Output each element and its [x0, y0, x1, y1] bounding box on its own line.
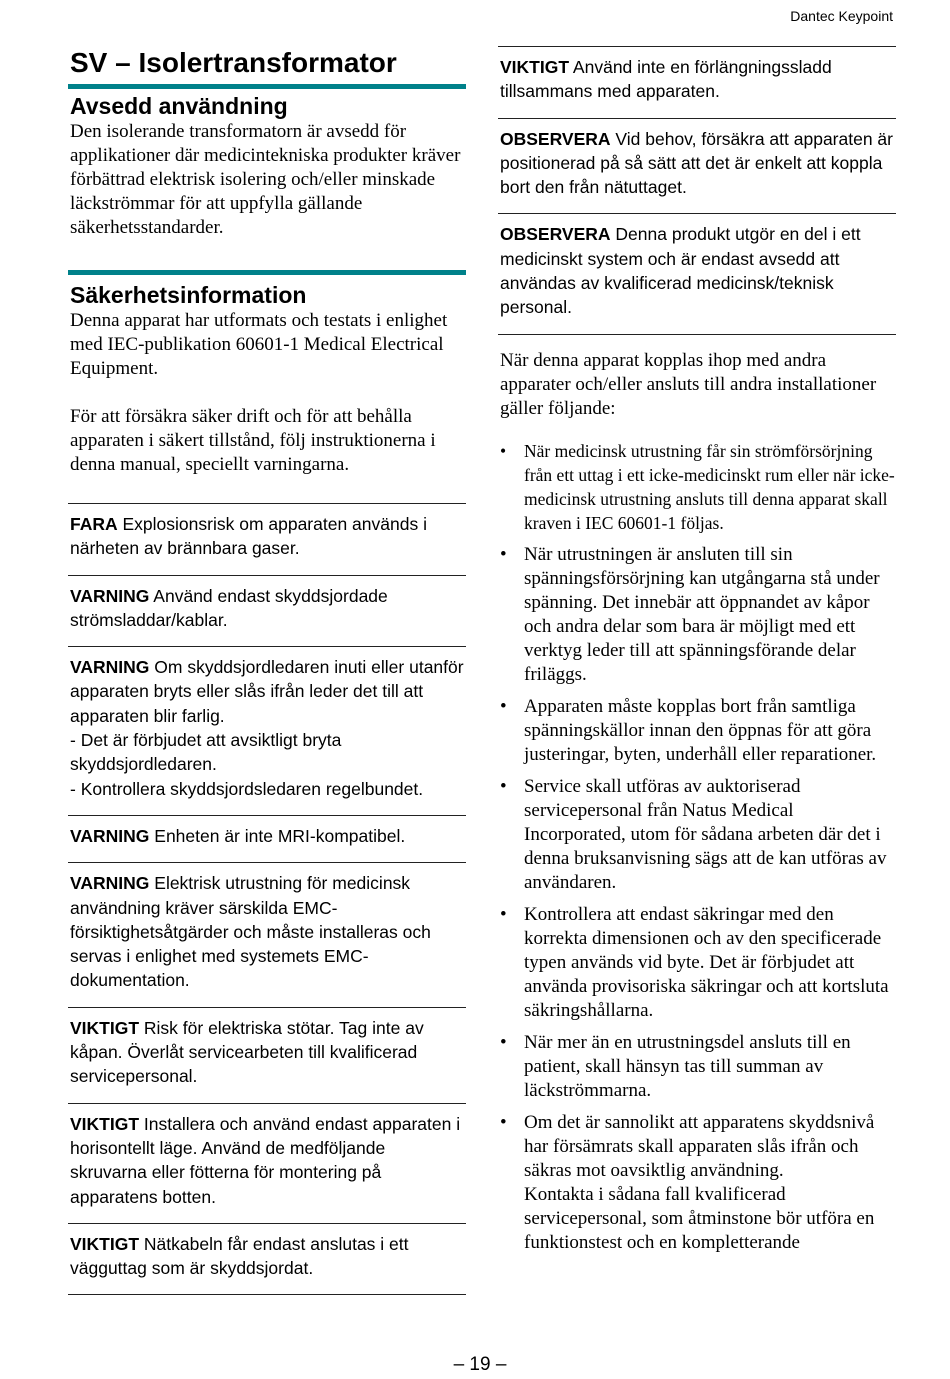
list-item	[498, 1111, 896, 1255]
notice-text: Denna produkt utgör en del i ett medicinskt system och är endast avsedd att användas av kvalificerad medicinsk/teknisk personal.	[500, 224, 861, 318]
list-item	[498, 543, 896, 687]
notice-keyword: OBSERVERA	[500, 128, 611, 149]
list-item-text: Apparaten måste kopplas bort från samtliga spänningskällor innan den öppnas för att göra justeringar, byten, underhåll eller reparationer.	[524, 695, 877, 765]
page-title: SV – Isolertransformator	[70, 47, 397, 78]
notice-keyword: VIKTIGT	[70, 1233, 140, 1254]
list-item	[498, 1031, 896, 1103]
notice-text: Explosionsrisk om apparaten används i närheten av brännbara gaser.	[70, 514, 427, 559]
notice-text: Risk för elektriska stötar. Tag inte av kåpan. Överlåt servicearbeten till kvalificerad servicepersonal.	[70, 1017, 424, 1087]
notice-important	[68, 1223, 466, 1296]
notice-keyword: VARNING	[70, 585, 150, 606]
bullet-icon: •	[500, 903, 507, 925]
list-item-text: Service skall utföras av auktoriserad servicepersonal från Natus Medical Incorporated, utom för sådana arbeten där det i denna bruksanvisning sägs att de kan utföras av användaren.	[524, 775, 887, 893]
notice-note	[498, 213, 896, 334]
notice-important	[68, 1103, 466, 1223]
system-bullet-list	[498, 439, 896, 1255]
list-item-text: När mer än en utrustningsdel ansluts till en patient, skall hänsyn tas till summan av läckströmmarna.	[524, 1031, 851, 1101]
list-item-text: När utrustningen är ansluten till sin spänningsförsörjning kan utgångarna stå under spänning. Det innebär att öppnandet av kåpor och andra delar som bara är möjligt med ett verktyg leder till att spänningsförande delar friläggs.	[524, 543, 880, 685]
intended-use-text: Den isolerande transformatorn är avsedd för applikationer där medicintekniska produkter kräver förbättrad elektrisk isolering och/eller minskade läckströmmar för att uppfylla gällande säkerhetsstandarder.	[70, 121, 461, 238]
list-item-text: När medicinsk utrustning får sin strömförsörjning från ett uttag i ett icke-medicinskt rum eller när icke-medicinsk utrustning ansluts till denna apparat skall kraven i IEC 60601-1 följas.	[524, 440, 895, 533]
safety-para: För att försäkra säker drift och för att behålla apparaten i säkert tillstånd, följ instruktionerna i denna manual, speciellt varningarna.	[70, 406, 436, 475]
notice-text-line: - Det är förbjudet att avsiktligt bryta skyddsjordledaren.	[70, 730, 342, 775]
notice-note	[498, 118, 896, 214]
notice-keyword: VIKTIGT	[70, 1113, 140, 1134]
safety-section	[68, 275, 466, 503]
list-item	[498, 695, 896, 767]
list-item	[498, 903, 896, 1023]
list-item	[498, 439, 896, 535]
list-item-text: Om det är sannolikt att apparatens skyddsnivå har försämrats skall apparaten slås ifrån och säkras mot oavsiktlig användning.	[524, 1111, 875, 1181]
bullet-icon: •	[500, 440, 507, 461]
intended-use-section	[68, 89, 466, 270]
notice-text: Nätkabeln får endast anslutas i ett vägguttag som är skyddsjordat.	[70, 1233, 409, 1279]
notice-keyword: VARNING	[70, 873, 150, 894]
header-brand: Dantec Keypoint	[790, 8, 893, 24]
bullet-icon: •	[500, 1031, 507, 1053]
notice-keyword: VARNING	[70, 825, 150, 846]
bullet-icon: •	[500, 695, 507, 717]
notice-keyword: VARNING	[70, 657, 150, 678]
section-heading: Avsedd användning	[70, 93, 288, 119]
system-intro: När denna apparat kopplas ihop med andra apparater och/eller ansluts till andra installationer gäller följande:	[500, 349, 877, 419]
notice-danger	[68, 503, 466, 575]
list-item-text: Kontrollera att endast säkringar med den korrekta dimensionen och av den specificerade typen används vid byte. Det är förbjudet att använda provisoriska säkringar och att kortsluta säkringshållarna.	[524, 903, 889, 1021]
notice-keyword: FARA	[70, 514, 118, 534]
bullet-icon: •	[500, 1111, 507, 1133]
notice-text: Enheten är inte MRI-kompatibel.	[149, 825, 406, 846]
notice-warning	[68, 815, 466, 862]
page-number: – 19 –	[453, 1354, 507, 1375]
notice-warning	[68, 575, 466, 647]
notice-text: Installera och använd endast apparaten i horisontellt läge. Använd de medföljande skruvarna eller fötterna för montering på apparatens botten.	[70, 1113, 461, 1207]
notice-warning	[68, 862, 466, 1006]
bullet-icon: •	[500, 775, 507, 797]
notice-text-line: - Kontrollera skyddsjordsledaren regelbundet.	[70, 778, 424, 799]
right-column	[498, 46, 896, 1255]
notice-text: Använd endast skyddsjordade strömsladdar/kablar.	[70, 585, 388, 630]
notice-keyword: VIKTIGT	[500, 57, 570, 77]
notice-keyword: OBSERVERA	[500, 224, 611, 245]
notice-important	[498, 46, 896, 118]
notice-important	[68, 1007, 466, 1103]
left-column	[68, 46, 466, 1295]
list-item	[498, 775, 896, 895]
notice-text: Vid behov, försäkra att apparaten är positionerad på så sätt att det är enkelt att koppla bort den från nätuttaget.	[500, 128, 893, 198]
notice-text: Om skyddsjordledaren inuti eller utanför apparaten bryts eller slås ifrån leder det till att apparaten blir farlig.	[70, 657, 464, 726]
section-heading: Säkerhetsinformation	[70, 282, 307, 308]
list-item-continuation: Kontakta i sådana fall kvalificerad servicepersonal, som åtminstone bör utföra en funktionstest och en kompletterande	[524, 1183, 875, 1253]
notice-text: Elektrisk utrustning för medicinsk användning kräver särskilda EMC-försiktighetsåtgärder och måste installeras och servas i enlighet med systemets EMC-dokumentation.	[70, 873, 431, 991]
notice-warning	[68, 646, 466, 815]
bullet-icon: •	[500, 543, 507, 565]
notice-keyword: VIKTIGT	[70, 1017, 140, 1038]
notice-text: Använd inte en förlängningssladd tillsammans med apparaten.	[500, 57, 832, 102]
safety-para: Denna apparat har utformats och testats i enlighet med IEC-publikation 60601-1 Medical Electrical Equipment.	[70, 310, 448, 379]
